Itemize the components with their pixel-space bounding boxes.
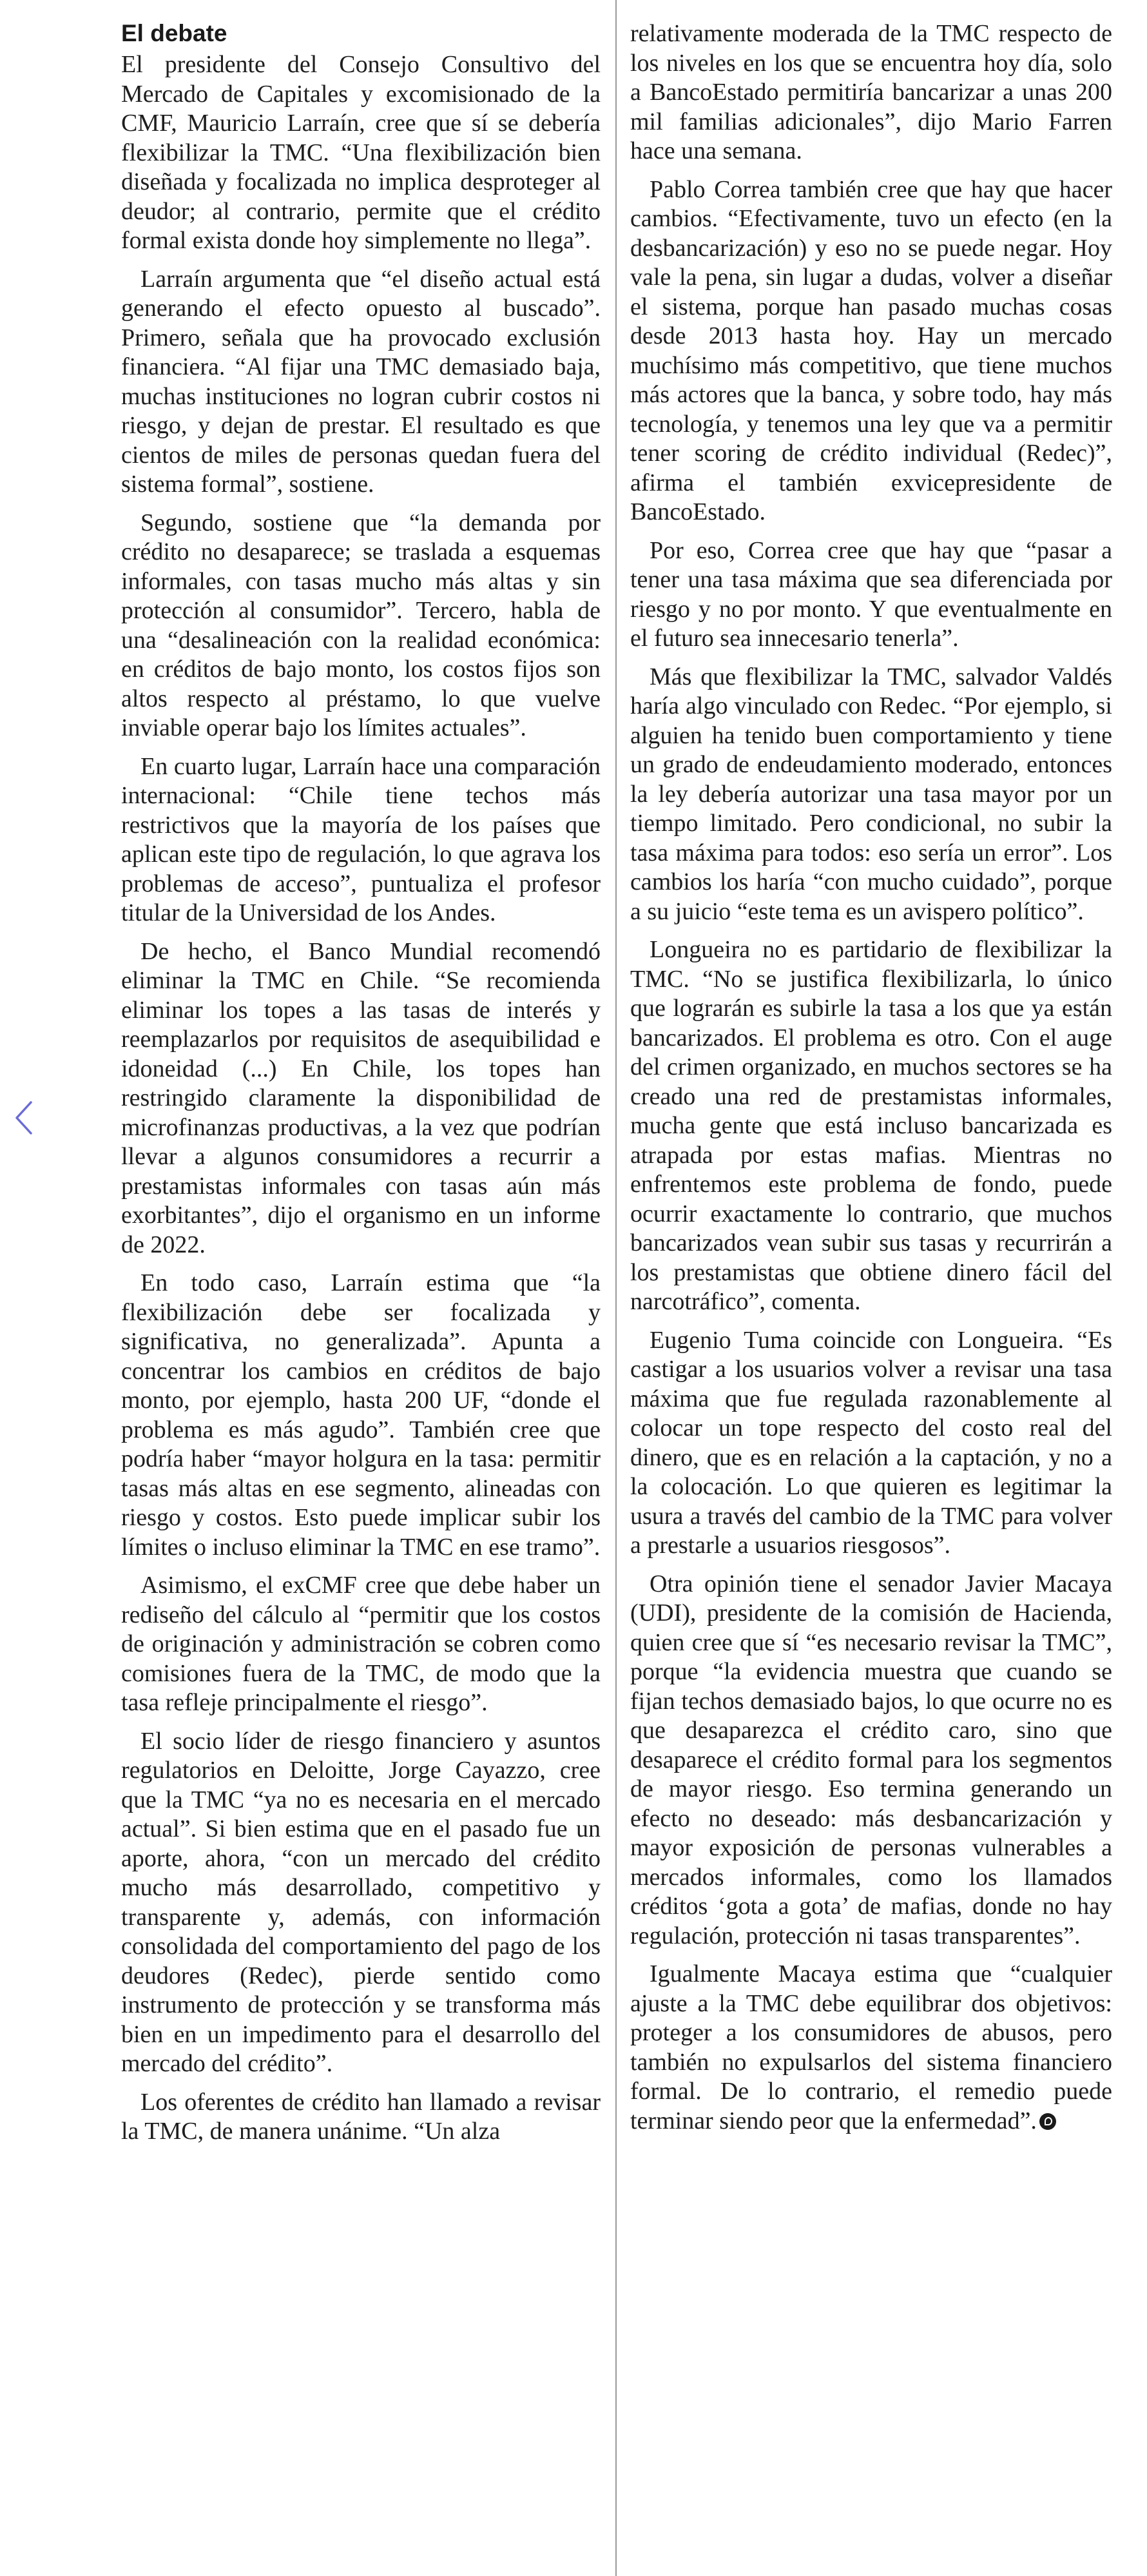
- last-paragraph-text: Igualmente Macaya estima que “cualquier ajuste a la TMC debe equilibrar dos objetivos: proteger a los consumidores de abusos, pero también no expulsarlos del sistema financiero formal. De lo contrario, el remedio puede terminar siendo peor que la enfermedad”.: [630, 1960, 1112, 2134]
- paragraph: En todo caso, Larraín estima que “la flexibilización debe ser focalizada y significativa, no generalizada”. Apunta a concentrar los cambios en créditos de bajo monto, por ejemplo, hasta 200 UF, “donde el problema es más agudo”. También cree que podría haber “mayor holgura en la tasa: permitir tasas más altas en ese segmento, alineadas con riesgo y costos. Esto puede implicar subir los límites o incluso eliminar la TMC en ese tramo”.: [121, 1269, 601, 1561]
- paragraph: Pablo Correa también cree que hay que hacer cambios. “Efectivamente, tuvo un efecto (en la desbancarización) y eso no se puede negar. Hoy vale la pena, sin lugar a dudas, volver a diseñar el sistema, porque han pasado muchas cosas desde 2013 hasta hoy. Hay un mercado muchísimo más competitivo, que tiene muchos más actores que la banca, y sobre todo, hay más tecnología, y tenemos una ley que va a permitir tener scoring de crédito individual (Redec)”, afirma el también exvicepresidente de BancoEstado.: [630, 175, 1112, 525]
- paragraph: Más que flexibilizar la TMC, salvador Valdés haría algo vinculado con Redec. “Por ejemplo, si alguien ha tenido buen comportamiento y tiene un grado de endeudamiento moderado, entonces la ley debería autorizar una tasa mayor por un tiempo limitado. Pero condicional, no subir la tasa máxima para todos: eso sería un error”. Los cambios los haría “con mucho cuidado”, porque a su juicio “este tema es un avispero político”.: [630, 663, 1112, 925]
- paragraph: Larraín argumenta que “el diseño actual está generando el efecto opuesto al buscado”. Primero, señala que ha provocado exclusión financiera. “Al fijar una TMC demasiado baja, muchas instituciones no logran cubrir costos ni riesgo, y dejan de prestar. El resultado es que cientos de miles de personas quedan fuera del sistema formal”, sostiene.: [121, 265, 601, 498]
- last-paragraph: [630, 1960, 1112, 2136]
- paragraph: relativamente moderada de la TMC respecto de los niveles en los que se encuentra hoy día, solo a BancoEstado permitiría bancarizar a unas 200 mil familias adicionales”, dijo Mario Farren hace una semana.: [630, 20, 1112, 164]
- paragraph: Segundo, sostiene que “la demanda por crédito no desaparece; se traslada a esquemas informales, con tasas mucho más altas y sin protección al consumidor”. Tercero, habla de una “desalineación con la realidad económica: en créditos de bajo monto, los costos fijos son altos respecto al préstamo, lo que vuelve inviable operar bajo los límites actuales”.: [121, 509, 601, 741]
- article-left-column: [121, 19, 601, 2156]
- back-chevron-icon[interactable]: [12, 1097, 37, 1138]
- paragraph: De hecho, el Banco Mundial recomendó eliminar la TMC en Chile. “Se recomienda eliminar los topes a las tasas de interés y reemplazarlos por requisitos de asequibilidad e idoneidad (...) En Chile, los topes han restringido claramente la disponibilidad de microfinanzas productivas, a la vez que podrían llevar a algunos consumidores a recurrir a prestamistas informales con tasas aún más exorbitantes”, dijo el organismo en un informe de 2022.: [121, 937, 601, 1258]
- paragraph: Los oferentes de crédito han llamado a revisar la TMC, de manera unánime. “Un alza: [121, 2088, 601, 2145]
- paragraph: En cuarto lugar, Larraín hace una comparación internacional: “Chile tiene techos más restrictivos que la mayoría de los países que aplican este tipo de regulación, lo que agrava los problemas de acceso”, puntualiza el profesor titular de la Universidad de los Andes.: [121, 752, 601, 926]
- paragraph: El presidente del Consejo Consultivo del Mercado de Capitales y excomisionado de la CMF, Mauricio Larraín, cree que sí se debería flexibilizar la TMC. “Una flexibilización bien diseñada y focalizada no implica desproteger al deudor; al contrario, permite que el crédito formal exista donde hoy simplemente no llega”.: [121, 51, 601, 254]
- end-of-article-icon: [1039, 2113, 1056, 2130]
- paragraph: Longueira no es partidario de flexibilizar la TMC. “No se justifica flexibilizarla, lo único que lograrán es subirle la tasa a los que ya están bancarizados. El problema es otro. Con el auge del crimen organizado, en muchos sectores se ha creado una red de prestamistas informales, mucha gente que está incluso bancarizada es atrapada por estas mafias. Mientras no enfrentemos este problema de fondo, puede ocurrir exactamente lo contrario, que muchos bancarizados vean subir sus tasas y recurrirán a los prestamistas que obtiene dinero fácil del narcotráfico”, comenta.: [630, 936, 1112, 1315]
- paragraph: Eugenio Tuma coincide con Longueira. “Es castigar a los usuarios volver a revisar una tasa máxima que fue regulada razonablemente al colocar un tope respecto del costo real del dinero, que es en relación a la captación, y no a la colocación. Lo que quieren es legitimar la usura a través del cambio de la TMC para volver a prestarle a usuarios riesgosos”.: [630, 1326, 1112, 1559]
- paragraph: Otra opinión tiene el senador Javier Macaya (UDI), presidente de la comisión de Hacienda, quien cree que sí “es necesario revisar la TMC”, porque “la evidencia muestra que cuando se fijan techos demasiado bajos, lo que ocurre no es que desaparezca el crédito caro, sino que desaparece el crédito formal para los segmentos de mayor riesgo. Eso termina generando un efecto no deseado: más desbancarización y mayor exposición de personas vulnerables a mercados informales, como los llamados créditos ‘gota a gota’ de mafias, donde no hay regulación, protección ni tasas transparentes”.: [630, 1570, 1112, 1949]
- column-divider: [615, 0, 617, 2576]
- article-right-column: [630, 19, 1112, 2145]
- paragraph: Por eso, Correa cree que hay que “pasar a tener una tasa máxima que sea diferenciada por riesgo y no por monto. Y que eventualmente en el futuro sea innecesario tenerla”.: [630, 536, 1112, 652]
- paragraph: El socio líder de riesgo financiero y asuntos regulatorios en Deloitte, Jorge Cayazzo, cree que la TMC “ya no es necesaria en el mercado actual”. Si bien estima que en el pasado fue un aporte, ahora, “con un mercado del crédito mucho más desarrollado, competitivo y transparente y, además, con información consolidada del comportamiento del pago de los deudores (Redec), pierde sentido como instrumento de protección y se transforma más bien en un impedimento para el desarrollo del mercado del crédito”.: [121, 1727, 601, 2077]
- section-heading: El debate: [121, 20, 227, 46]
- paragraph: Asimismo, el exCMF cree que debe haber un rediseño del cálculo al “permitir que los costos de originación y administración se cobren como comisiones fuera de la TMC, de modo que la tasa refleje principalmente el riesgo”.: [121, 1572, 601, 1716]
